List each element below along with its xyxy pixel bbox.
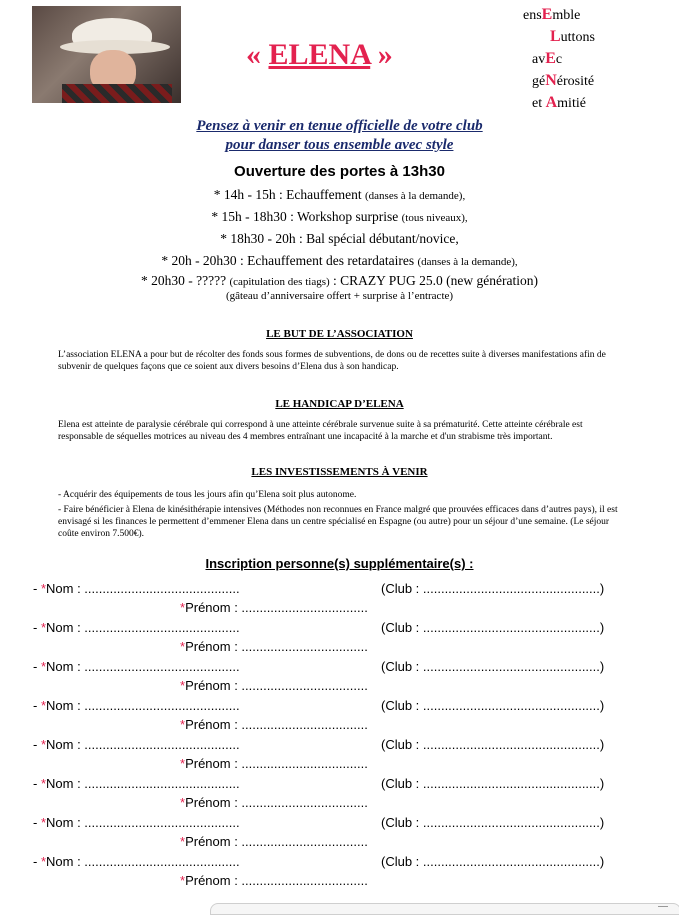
inscription-title: Inscription personne(s) supplémentaire(s) : (205, 556, 474, 571)
club-field[interactable]: (Club : .................................................) (381, 737, 605, 752)
nom-field[interactable]: - *Nom : ........................................... (33, 659, 240, 674)
opening-time: Ouverture des portes à 13h30 (234, 163, 445, 180)
program-item: * 15h - 18h30 : Workshop surprise (tous niveaux), (211, 209, 468, 224)
prenom-field[interactable]: *Prénom : ................................... (180, 717, 368, 732)
club-field[interactable]: (Club : .................................................) (381, 776, 605, 791)
program-item: * 20h30 - ????? (capitulation des tiags) : CRAZY PUG 25.0 (new génération) (140, 273, 538, 288)
section-text-handicap: Elena est atteinte de paralysie cérébrale qui correspond à une atteinte cérébrale survenue suite à sa prématurité. Cette atteinte cérébrale est responsable de séquelles motrices au niveau des 4 membres entraînant une incapacité à la marche et d'un strabisme très important. (58, 420, 583, 442)
acrostic-line: géNérosité (532, 72, 595, 89)
club-field[interactable]: (Club : .................................................) (381, 698, 605, 713)
prenom-field[interactable]: *Prénom : ................................... (180, 678, 368, 693)
section-title-investments: LES INVESTISSEMENTS À VENIR (251, 466, 428, 478)
nom-field[interactable]: - *Nom : ........................................... (33, 815, 240, 830)
section-text-investment-1: - Acquérir des équipements de tous les jours afin qu’Elena soit plus autonome. (58, 490, 357, 500)
club-field[interactable]: (Club : .................................................) (381, 581, 605, 596)
prenom-field[interactable]: *Prénom : ................................... (180, 756, 368, 771)
prenom-field[interactable]: *Prénom : ................................... (180, 873, 368, 888)
club-field[interactable]: (Club : .................................................) (381, 815, 605, 830)
club-field[interactable]: (Club : .................................................) (381, 659, 605, 674)
page-title (246, 38, 393, 72)
prenom-field[interactable]: *Prénom : ................................... (180, 600, 368, 615)
nom-field[interactable]: - *Nom : ........................................... (33, 737, 240, 752)
title-quote-open: « (246, 38, 269, 71)
nom-field[interactable]: - *Nom : ........................................... (33, 854, 240, 869)
acrostic-line: et Amitié (532, 94, 586, 111)
club-field[interactable]: (Club : .................................................) (381, 854, 605, 869)
page-tab (210, 903, 679, 915)
nom-field[interactable]: - *Nom : ........................................... (33, 581, 240, 596)
program-item: * 18h30 - 20h : Bal spécial débutant/novice, (220, 231, 459, 246)
section-title-handicap: LE HANDICAP D’ELENA (275, 398, 404, 410)
child-photo (32, 6, 181, 103)
club-field[interactable]: (Club : .................................................) (381, 620, 605, 635)
program-item: * 20h - 20h30 : Echauffement des retardataires (danses à la demande), (161, 253, 518, 268)
program-note: (gâteau d’anniversaire offert + surprise à l’entracte) (225, 290, 454, 302)
title-quote-close: » (370, 38, 393, 71)
prenom-field[interactable]: *Prénom : ................................... (180, 834, 368, 849)
acrostic-line: avEc (532, 50, 563, 67)
nom-field[interactable]: - *Nom : ........................................... (33, 620, 240, 635)
acrostic-line: ensEmble (523, 6, 581, 23)
prenom-field[interactable]: *Prénom : ................................... (180, 795, 368, 810)
nom-field[interactable]: - *Nom : ........................................... (33, 698, 240, 713)
section-text-investment-2: - Faire bénéficier à Elena de kinésithérapie intensives (Méthodes non reconnues en France malgré que prouvées efficaces dans d’autres pays), il est envisagé si les finances le permettent d’emmener Elena dans un centre spécialisé en Espagne (ou autre) pour un séjour d’une semaine. (Le séjour coûte environ 7.500€). (58, 505, 618, 539)
section-text-goal: L’association ELENA a pour but de récolter des fonds sous formes de subventions, de dons ou de recettes suite à diverses manifestations afin de subvenir de quelques façons que ce soient aux divers besoins d’Elena dus à son handicap. (58, 350, 606, 372)
acrostic-line: Luttons (550, 28, 595, 45)
nom-field[interactable]: - *Nom : ........................................... (33, 776, 240, 791)
title-name: ELENA (268, 38, 371, 71)
section-title-goal: LE BUT DE L’ASSOCIATION (266, 328, 413, 340)
program-item: * 14h - 15h : Echauffement (danses à la demande), (213, 187, 466, 202)
acrostic-motto (523, 4, 595, 114)
dress-code-line-2: pour danser tous ensemble avec style (225, 137, 454, 153)
prenom-field[interactable]: *Prénom : ................................... (180, 639, 368, 654)
dress-code-line-1: Pensez à venir en tenue officielle de votre club (196, 118, 483, 134)
